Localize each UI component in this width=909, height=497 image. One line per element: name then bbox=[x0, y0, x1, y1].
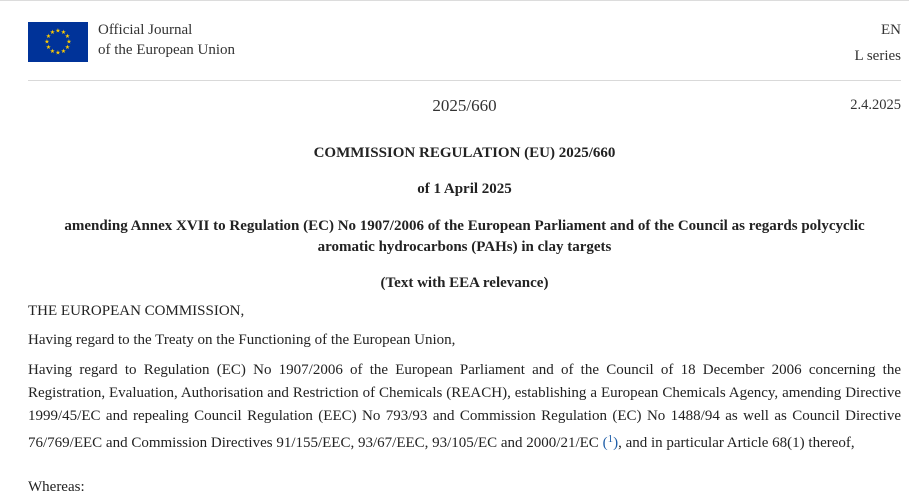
regulation-title: COMMISSION REGULATION (EU) 2025/660 bbox=[313, 145, 616, 161]
commission-line: THE EUROPEAN COMMISSION, bbox=[28, 303, 245, 319]
svg-text:★: ★ bbox=[55, 49, 61, 57]
eea-relevance: (Text with EEA relevance) bbox=[380, 275, 549, 291]
svg-text:★: ★ bbox=[64, 44, 71, 51]
svg-text:★: ★ bbox=[60, 29, 67, 36]
oj-header bbox=[28, 18, 901, 80]
svg-text:★: ★ bbox=[49, 48, 56, 55]
whereas-heading: Whereas: bbox=[28, 479, 85, 495]
journal-title-line2: of the European Union bbox=[98, 42, 236, 58]
svg-text:★: ★ bbox=[66, 38, 72, 46]
regulation-date: of 1 April 2025 bbox=[417, 181, 512, 197]
svg-text:★: ★ bbox=[60, 48, 67, 55]
footnote-number: 1 bbox=[607, 433, 614, 445]
header-meta bbox=[854, 20, 901, 66]
regulation-subject: amending Annex XVII to Regulation (EC) No 1907/2006 of the European Parliament and of the Council as regards polycyclic aromatic hydrocarbons (PAHs) in clay targets bbox=[64, 218, 865, 255]
regulation-recital-text: Having regard to Regulation (EC) No 1907/2006 of the European Parliament and of the Council of 18 December 2006 concerning the Registration, Evaluation, Authorisation and Restriction of Chemicals (REACH), establishing a European Chemicals Agency, amending Directive 1999/45/EC and repealing Council Regulation (EEC) No 793/93 and Commission Regulation (EC) No 1488/94 as well as Council Directive 76/769/EEC and Commission Directives 91/155/EEC, 93/67/EEC, 93/105/EC and 2000/21/EC bbox=[28, 362, 901, 451]
regulation-recital-tail: , and in particular Article 68(1) thereof, bbox=[618, 435, 855, 451]
regulation-recital bbox=[28, 359, 901, 455]
journal-title bbox=[98, 20, 235, 60]
language-code: EN bbox=[881, 22, 901, 38]
header-divider bbox=[28, 80, 901, 81]
svg-text:★: ★ bbox=[64, 33, 71, 40]
svg-text:★: ★ bbox=[49, 29, 56, 36]
document-number: 2025/660 bbox=[432, 96, 497, 115]
treaty-recital: Having regard to the Treaty on the Functioning of the European Union, bbox=[28, 332, 456, 348]
eu-flag-icon bbox=[28, 22, 88, 62]
svg-text:★: ★ bbox=[45, 44, 52, 51]
footnote-link[interactable]: ($^1$) bbox=[602, 433, 619, 451]
svg-text:★: ★ bbox=[44, 38, 50, 46]
journal-title-line1: Official Journal bbox=[98, 22, 193, 38]
series-label: L series bbox=[854, 48, 901, 64]
svg-text:★: ★ bbox=[55, 27, 61, 35]
svg-text:★: ★ bbox=[45, 33, 52, 40]
document-date: 2.4.2025 bbox=[850, 97, 901, 113]
top-rule bbox=[0, 0, 909, 1]
